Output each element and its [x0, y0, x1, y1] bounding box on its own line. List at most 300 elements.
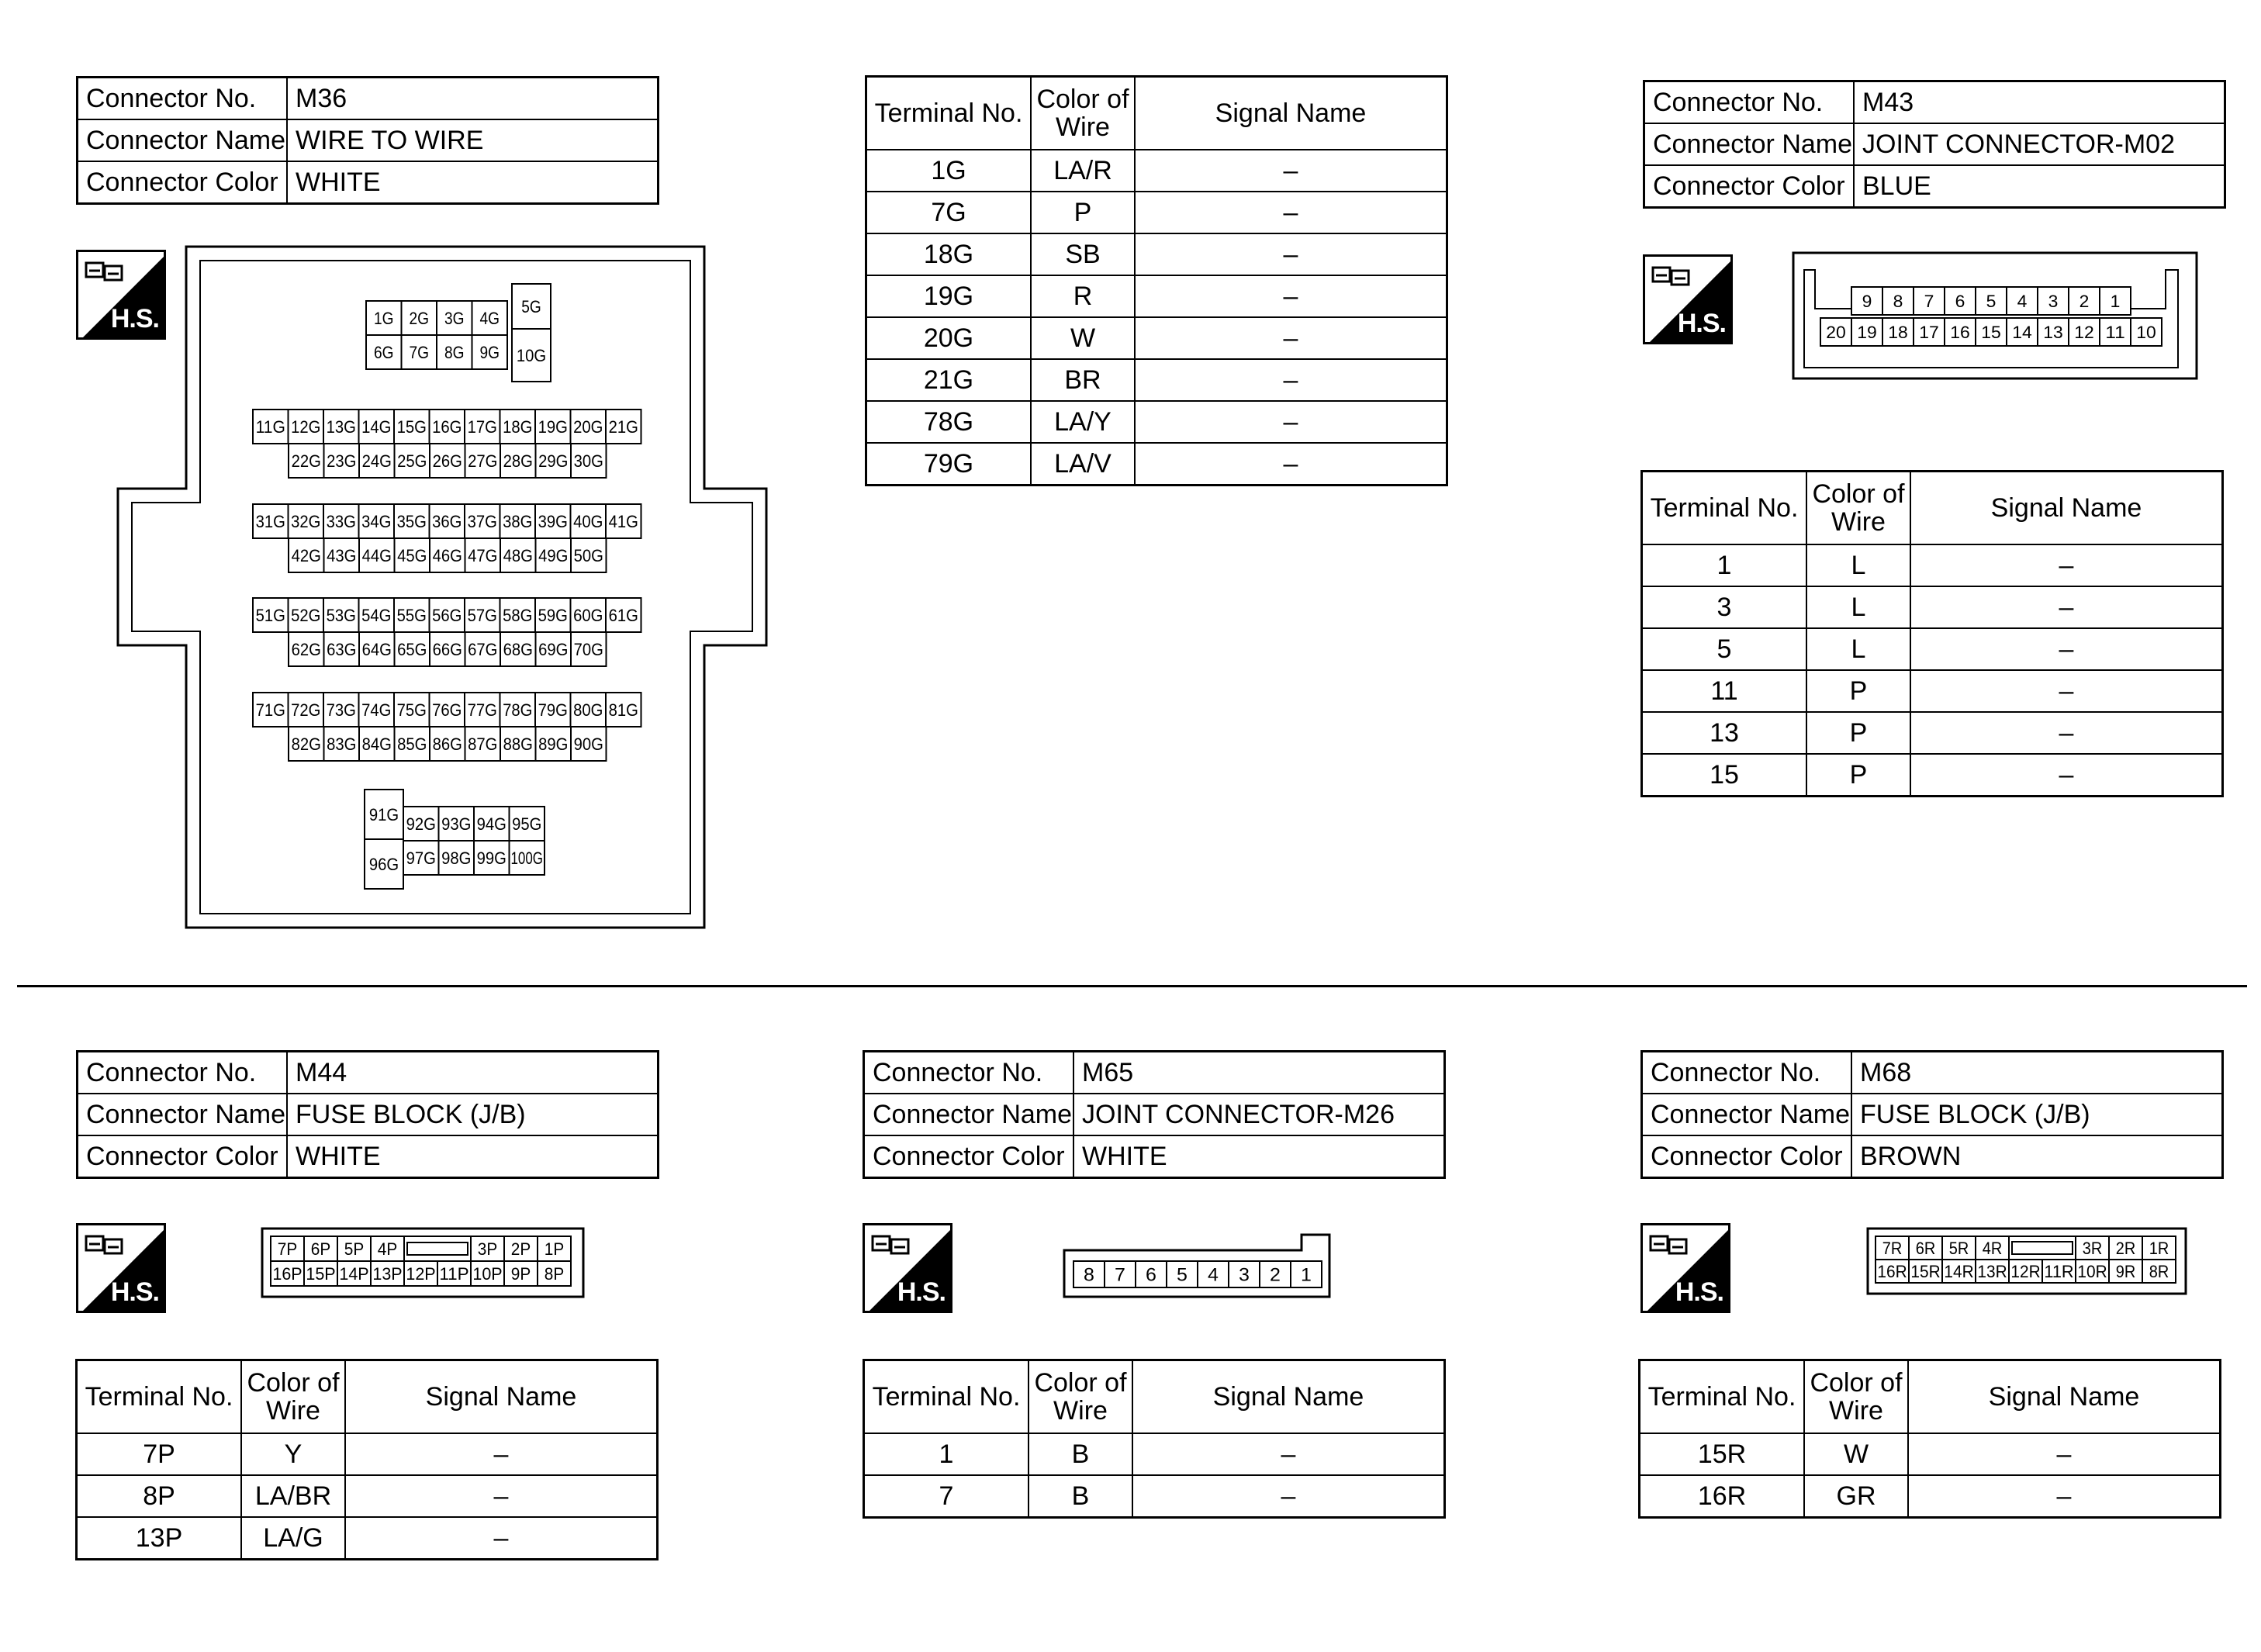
m44-terminal-table	[75, 1359, 659, 1560]
connector-color: WHITE	[287, 1135, 659, 1178]
connector-color: WHITE	[287, 161, 659, 204]
pin-label: 92G	[406, 814, 436, 834]
pin-label: 55G	[396, 605, 427, 625]
pin-label: 6	[1955, 291, 1965, 311]
pin-label: 9G	[479, 342, 500, 362]
pin-label: 6G	[373, 342, 394, 362]
terminal-no: 1	[864, 1433, 1029, 1475]
pin-label: 71G	[255, 700, 285, 720]
harness-side-icon	[76, 1223, 166, 1313]
pin-label: 7P	[277, 1239, 298, 1259]
pin-label: 19G	[538, 416, 568, 437]
signal-name: –	[1132, 1433, 1445, 1475]
signal-name: –	[1908, 1433, 2221, 1475]
pin-label: 12	[2074, 322, 2094, 342]
signal-name: –	[345, 1433, 658, 1475]
pin-label: 14G	[361, 416, 392, 437]
field-label: Connector No.	[1642, 1052, 1852, 1094]
signal-name: –	[345, 1517, 658, 1560]
pin-label: 16R	[1877, 1261, 1907, 1281]
hs-label: H.S.	[110, 1277, 159, 1307]
signal-name: –	[1910, 586, 2223, 628]
terminal-row	[866, 359, 1447, 401]
pin-label: 16	[1950, 322, 1970, 342]
pin-label: 67G	[468, 639, 498, 659]
pin-label: 16G	[432, 416, 462, 437]
m65-connector-info	[863, 1050, 1446, 1179]
terminal-row	[1642, 628, 2223, 670]
hs-label: H.S.	[110, 304, 159, 334]
wire-color: W	[1031, 317, 1135, 359]
wire-color: B	[1029, 1475, 1132, 1518]
field-label: Connector Color	[1642, 1135, 1852, 1178]
pin-label: 87G	[468, 734, 498, 754]
terminal-row	[866, 401, 1447, 443]
m36-terminal-table	[865, 75, 1448, 486]
pin-label: 86G	[432, 734, 462, 754]
pin-label: 24G	[361, 451, 392, 471]
pin-label: 1	[1301, 1264, 1312, 1286]
pin-label: 45G	[397, 545, 427, 565]
field-label: Connector No.	[78, 1052, 288, 1094]
pin-label: 7R	[1882, 1238, 1903, 1258]
pin-label: 12R	[2010, 1261, 2041, 1281]
terminal-row	[866, 192, 1447, 233]
wire-color: LA/G	[241, 1517, 345, 1560]
m36-terminal-rows	[866, 150, 1447, 486]
pin-label: 15	[1981, 322, 2001, 342]
pin-label: 18	[1888, 322, 1908, 342]
pin-label: 2	[1270, 1264, 1281, 1286]
field-label: Connector Color	[78, 1135, 288, 1178]
terminal-no: 16R	[1640, 1475, 1805, 1518]
pin-label: 13	[2043, 322, 2063, 342]
pin-label: 10G	[516, 345, 547, 365]
pin-label: 4P	[377, 1239, 398, 1259]
field-label: Connector No.	[864, 1052, 1074, 1094]
pin-label: 54G	[361, 605, 392, 625]
pin-label: 10	[2136, 322, 2156, 342]
pin-label: 64G	[361, 639, 392, 659]
header-terminal-no: Terminal No.	[77, 1360, 242, 1434]
terminal-row	[1642, 754, 2223, 797]
pin-label: 11R	[2044, 1261, 2074, 1281]
m44-terminal-rows	[77, 1433, 658, 1560]
pin-label: 9R	[2115, 1261, 2136, 1281]
pin-label: 7	[1924, 291, 1934, 311]
pin-label: 10R	[2077, 1261, 2107, 1281]
pin-label: 36G	[432, 511, 462, 531]
pin-label: 5G	[521, 296, 541, 316]
pin-label: 65G	[397, 639, 427, 659]
pin-label: 6R	[1915, 1238, 1936, 1258]
pin-label: 21G	[608, 416, 638, 437]
pin-label: 11P	[439, 1263, 469, 1284]
pin-label: 15R	[1910, 1261, 1941, 1281]
pin-label: 53G	[326, 605, 356, 625]
pin-label: 28G	[503, 451, 533, 471]
pin-label: 69G	[538, 639, 569, 659]
wire-color: LA/R	[1031, 150, 1135, 192]
m44-connector-face	[262, 1229, 583, 1297]
connector-no: M65	[1073, 1052, 1445, 1094]
pin-label: 33G	[326, 511, 356, 531]
terminal-no: 1G	[866, 150, 1032, 192]
terminal-row	[1642, 670, 2223, 712]
pin-label: 58G	[503, 605, 533, 625]
wire-color: BR	[1031, 359, 1135, 401]
m43-connector-face	[1793, 253, 2197, 378]
pin-label: 48G	[503, 545, 533, 565]
pin-label: 13P	[372, 1263, 403, 1284]
signal-name: –	[1132, 1475, 1445, 1518]
terminal-no: 15R	[1640, 1433, 1805, 1475]
pin-label: 3	[1239, 1264, 1250, 1286]
m68-terminal-rows	[1640, 1433, 2221, 1518]
pin-label: 25G	[397, 451, 427, 471]
pin-label: 82G	[291, 734, 321, 754]
pin-label: 5	[1177, 1264, 1188, 1286]
pin-label: 51G	[255, 605, 285, 625]
hs-label: H.S.	[1675, 1277, 1723, 1307]
pin-label: 63G	[327, 639, 357, 659]
pin-label: 22G	[291, 451, 321, 471]
pin-label: 74G	[361, 700, 392, 720]
pin-label: 46G	[432, 545, 462, 565]
wire-color: P	[1806, 670, 1910, 712]
connector-no: M36	[287, 78, 659, 120]
signal-name: –	[345, 1475, 658, 1517]
pin-label: 44G	[361, 545, 392, 565]
pin-label: 59G	[538, 605, 568, 625]
terminal-row	[866, 275, 1447, 317]
pin-label: 78G	[503, 700, 533, 720]
connector-name: FUSE BLOCK (J/B)	[287, 1094, 659, 1135]
pin-label: 68G	[503, 639, 533, 659]
harness-side-icon	[1643, 254, 1733, 344]
pin-label: 9	[1862, 291, 1872, 311]
wire-color: B	[1029, 1433, 1132, 1475]
signal-name: –	[1135, 317, 1447, 359]
pin-label: 20G	[573, 416, 603, 437]
pin-label: 42G	[291, 545, 321, 565]
signal-name: –	[1910, 670, 2223, 712]
section-divider	[17, 985, 2247, 987]
pin-label: 94G	[476, 814, 506, 834]
terminal-row	[1642, 712, 2223, 754]
terminal-row	[864, 1475, 1445, 1518]
header-signal-name: Signal Name	[1908, 1360, 2221, 1434]
field-label: Connector Name	[864, 1094, 1074, 1135]
wire-color: W	[1804, 1433, 1908, 1475]
pin-label: 97G	[406, 848, 436, 868]
header-wire-color: Color of Wire	[1806, 472, 1910, 545]
field-label: Connector Name	[1642, 1094, 1852, 1135]
connector-name: JOINT CONNECTOR-M02	[1854, 123, 2225, 165]
pin-label: 52G	[291, 605, 321, 625]
pin-label: 35G	[396, 511, 427, 531]
pin-label: 91G	[368, 804, 399, 824]
pin-label: 18G	[503, 416, 533, 437]
pin-label: 56G	[432, 605, 462, 625]
pin-label: 8	[1084, 1264, 1094, 1286]
terminal-no: 20G	[866, 317, 1032, 359]
pin-label: 7	[1115, 1264, 1125, 1286]
terminal-row	[866, 150, 1447, 192]
pin-label: 27G	[468, 451, 498, 471]
signal-name: –	[1910, 712, 2223, 754]
pin-label: 84G	[361, 734, 392, 754]
field-label: Connector Color	[1644, 165, 1855, 208]
pin-label: 9P	[510, 1263, 531, 1284]
pin-label: 66G	[432, 639, 462, 659]
pin-label: 11G	[255, 416, 285, 437]
pin-label: 1R	[2149, 1238, 2169, 1258]
pin-label: 3P	[477, 1239, 498, 1259]
pin-cell	[404, 1236, 471, 1261]
pin-label: 5	[1986, 291, 1997, 311]
pin-label: 4	[1208, 1264, 1219, 1286]
pin-label: 30G	[573, 451, 603, 471]
pin-label: 40G	[573, 511, 603, 531]
connector-no: M44	[287, 1052, 659, 1094]
pin-label: 96G	[368, 854, 399, 874]
pin-label: 34G	[361, 511, 392, 531]
harness-side-icon	[1640, 1223, 1730, 1313]
terminal-row	[77, 1475, 658, 1517]
harness-side-icon	[863, 1223, 952, 1313]
pin-label: 73G	[326, 700, 356, 720]
harness-side-icon	[76, 250, 166, 340]
pin-label: 43G	[327, 545, 357, 565]
header-terminal-no: Terminal No.	[864, 1360, 1029, 1434]
pin-label: 3G	[444, 308, 465, 328]
wire-color: R	[1031, 275, 1135, 317]
pin-label: 14P	[339, 1263, 369, 1284]
header-wire-color: Color of Wire	[241, 1360, 345, 1434]
wire-color: LA/V	[1031, 443, 1135, 486]
pin-label: 17	[1919, 322, 1939, 342]
pin-label: 79G	[538, 700, 568, 720]
header-terminal-no: Terminal No.	[1642, 472, 1807, 545]
header-wire-color: Color of Wire	[1804, 1360, 1908, 1434]
pin-label: 13R	[1977, 1261, 2007, 1281]
pin-cell	[2009, 1236, 2076, 1260]
pin-label: 93G	[441, 814, 472, 834]
signal-name: –	[1908, 1475, 2221, 1518]
terminal-no: 7P	[77, 1433, 242, 1475]
terminal-row	[1640, 1475, 2221, 1518]
connector-name: JOINT CONNECTOR-M26	[1073, 1094, 1445, 1135]
connector-no: M43	[1854, 81, 2225, 124]
wire-color: LA/BR	[241, 1475, 345, 1517]
signal-name: –	[1135, 275, 1447, 317]
terminal-row	[866, 233, 1447, 275]
pin-label: 37G	[467, 511, 497, 531]
wire-color: LA/Y	[1031, 401, 1135, 443]
pin-label: 47G	[468, 545, 498, 565]
field-label: Connector Name	[78, 1094, 288, 1135]
pin-label: 4R	[1982, 1238, 2003, 1258]
m65-terminal-table	[863, 1359, 1446, 1519]
pin-label: 2G	[409, 308, 430, 328]
pin-label: 76G	[432, 700, 462, 720]
header-wire-color: Color of Wire	[1029, 1360, 1132, 1434]
signal-name: –	[1135, 359, 1447, 401]
pin-label: 4	[2017, 291, 2028, 311]
field-label: Connector No.	[1644, 81, 1855, 124]
wire-color: SB	[1031, 233, 1135, 275]
pin-label: 4G	[479, 308, 500, 328]
terminal-no: 7	[864, 1475, 1029, 1518]
connector-color: BROWN	[1851, 1135, 2223, 1178]
terminal-no: 3	[1642, 586, 1807, 628]
terminal-row	[866, 317, 1447, 359]
pin-label: 10P	[472, 1263, 503, 1284]
pin-label: 14R	[1944, 1261, 1974, 1281]
signal-name: –	[1135, 192, 1447, 233]
pin-label: 15G	[396, 416, 427, 437]
pin-label: 95G	[512, 814, 542, 834]
terminal-row	[1640, 1433, 2221, 1475]
terminal-no: 8P	[77, 1475, 242, 1517]
pin-label: 2P	[510, 1239, 531, 1259]
pin-label: 13G	[326, 416, 356, 437]
pin-label: 85G	[397, 734, 427, 754]
terminal-row	[866, 443, 1447, 486]
header-signal-name: Signal Name	[345, 1360, 658, 1434]
pin-label: 1P	[544, 1239, 565, 1259]
terminal-row	[1642, 586, 2223, 628]
pin-label: 39G	[538, 511, 568, 531]
pin-label: 100G	[510, 848, 543, 868]
terminal-no: 7G	[866, 192, 1032, 233]
connector-no: M68	[1851, 1052, 2223, 1094]
pin-label: 1	[2110, 291, 2121, 311]
pin-label: 8	[1893, 291, 1903, 311]
connector-name: FUSE BLOCK (J/B)	[1851, 1094, 2223, 1135]
wire-color: L	[1806, 544, 1910, 586]
terminal-no: 13	[1642, 712, 1807, 754]
pin-label: 7G	[409, 342, 430, 362]
pin-label: 75G	[396, 700, 427, 720]
m68-connector-face	[1868, 1229, 2186, 1294]
signal-name: –	[1135, 443, 1447, 486]
pin-label: 90G	[573, 734, 603, 754]
header-terminal-no: Terminal No.	[866, 77, 1032, 150]
terminal-no: 1	[1642, 544, 1807, 586]
m36-connector-info	[76, 76, 659, 205]
pin-label: 80G	[573, 700, 603, 720]
terminal-no: 78G	[866, 401, 1032, 443]
pin-label: 70G	[573, 639, 603, 659]
pin-label: 5R	[1948, 1238, 1969, 1258]
pin-label: 8P	[544, 1263, 565, 1284]
wire-color: P	[1031, 192, 1135, 233]
pin-label: 19	[1857, 322, 1877, 342]
m43-connector-info	[1643, 80, 2226, 209]
pin-label: 6	[1146, 1264, 1156, 1286]
terminal-no: 11	[1642, 670, 1807, 712]
wire-color: L	[1806, 628, 1910, 670]
pin-label: 3	[2048, 291, 2059, 311]
pin-label: 12P	[406, 1263, 436, 1284]
m65-terminal-rows	[864, 1433, 1445, 1518]
pin-label: 5P	[344, 1239, 365, 1259]
signal-name: –	[1135, 401, 1447, 443]
wire-color: GR	[1804, 1475, 1908, 1518]
pin-label: 3R	[2082, 1238, 2103, 1258]
m43-terminal-table	[1640, 470, 2224, 797]
wire-color: P	[1806, 712, 1910, 754]
pin-label: 72G	[291, 700, 321, 720]
hs-label: H.S.	[897, 1277, 946, 1307]
pin-label: 81G	[608, 700, 638, 720]
pin-label: 50G	[573, 545, 603, 565]
pin-label: 20	[1826, 322, 1846, 342]
connector-color: BLUE	[1854, 165, 2225, 208]
m65-connector-face	[1064, 1235, 1329, 1297]
pin-label: 15P	[306, 1263, 336, 1284]
pin-label: 6P	[310, 1239, 331, 1259]
terminal-row	[864, 1433, 1445, 1475]
terminal-no: 18G	[866, 233, 1032, 275]
pin-label: 57G	[467, 605, 497, 625]
signal-name: –	[1910, 544, 2223, 586]
pin-label: 83G	[327, 734, 357, 754]
signal-name: –	[1910, 628, 2223, 670]
field-label: Connector Color	[864, 1135, 1074, 1178]
terminal-row	[77, 1517, 658, 1560]
m36-connector-face	[118, 247, 766, 928]
header-wire-color: Color of Wire	[1031, 77, 1135, 150]
pin-label: 99G	[476, 848, 506, 868]
pin-label: 12G	[291, 416, 321, 437]
header-signal-name: Signal Name	[1135, 77, 1447, 150]
pin-label: 26G	[432, 451, 462, 471]
pin-label: 17G	[467, 416, 497, 437]
header-signal-name: Signal Name	[1132, 1360, 1445, 1434]
signal-name: –	[1135, 150, 1447, 192]
signal-name: –	[1135, 233, 1447, 275]
m43-terminal-rows	[1642, 544, 2223, 797]
pin-label: 77G	[467, 700, 497, 720]
pin-label: 2	[2079, 291, 2090, 311]
connector-name: WIRE TO WIRE	[287, 119, 659, 161]
pin-label: 41G	[608, 511, 638, 531]
connector-color: WHITE	[1073, 1135, 1445, 1178]
field-label: Connector Color	[78, 161, 288, 204]
m68-connector-info	[1640, 1050, 2224, 1179]
field-label: Connector Name	[1644, 123, 1855, 165]
terminal-row	[1642, 544, 2223, 586]
pin-label: 31G	[255, 511, 285, 531]
m68-terminal-table	[1638, 1359, 2221, 1519]
pin-label: 11	[2105, 322, 2125, 342]
terminal-no: 79G	[866, 443, 1032, 486]
pin-label: 61G	[608, 605, 638, 625]
pin-label: 98G	[441, 848, 472, 868]
hs-label: H.S.	[1677, 309, 1726, 338]
pin-label: 62G	[291, 639, 321, 659]
pin-label: 23G	[327, 451, 357, 471]
m44-connector-info	[76, 1050, 659, 1179]
pin-label: 1G	[373, 308, 394, 328]
pin-label: 89G	[538, 734, 569, 754]
field-label: Connector Name	[78, 119, 288, 161]
header-signal-name: Signal Name	[1910, 472, 2223, 545]
terminal-row	[77, 1433, 658, 1475]
